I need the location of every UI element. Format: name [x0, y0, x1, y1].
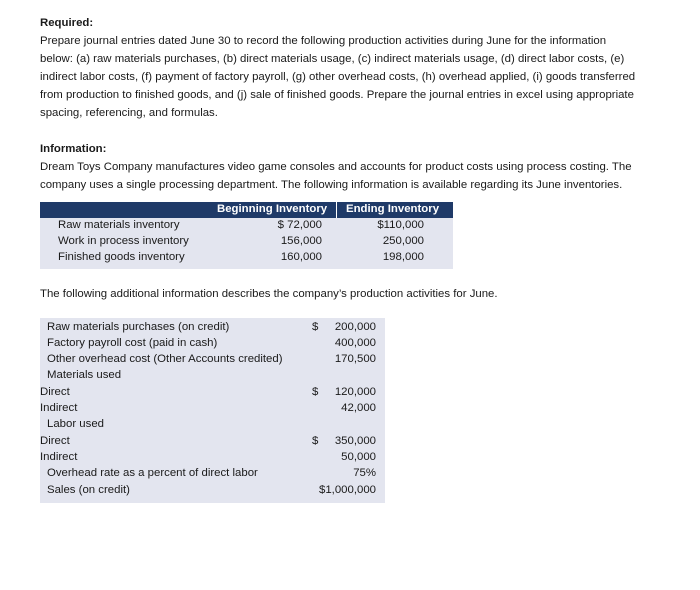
required-heading: Required: [40, 17, 94, 29]
required-line: below: (a) raw materials purchases, (b) direct materials usage, (c) indirect materials usage, (d) direct labor costs, (e) [40, 53, 625, 65]
table-row [40, 418, 385, 434]
row-label: Indirect [40, 402, 78, 414]
row-label: Direct [40, 386, 70, 398]
row-label: Raw materials purchases (on credit) [47, 321, 230, 333]
inventory-row-beginning: $ 72,000 [277, 219, 322, 231]
row-label: Direct [40, 435, 70, 447]
required-section [40, 14, 690, 122]
row-value: $1,000,000 [318, 484, 376, 496]
table-row [40, 321, 385, 337]
table-row [40, 402, 385, 418]
header-ending-inventory: Ending Inventory [346, 203, 440, 215]
row-value: 50,000 [341, 451, 376, 463]
table-row [40, 369, 385, 385]
inventory-row-ending: 250,000 [382, 235, 424, 247]
row-value: 120,000 [334, 386, 376, 398]
row-label: Other overhead cost (Other Accounts credited) [47, 353, 283, 365]
dollar-sign: $ [312, 386, 319, 398]
row-label: Labor used [47, 418, 104, 430]
information-section [40, 140, 690, 194]
required-line: Prepare journal entries dated June 30 to record the following production activities during June for the information [40, 35, 607, 47]
table-row [40, 435, 385, 451]
table-row [40, 484, 385, 500]
header-beginning-inventory: Beginning Inventory [217, 203, 328, 215]
row-value: 350,000 [334, 435, 376, 447]
row-label: Factory payroll cost (paid in cash) [47, 337, 218, 349]
information-line: company uses a single processing department. The following information is available regarding its June inventories. [40, 179, 623, 191]
row-label: Materials used [47, 369, 122, 381]
inventory-table [40, 202, 453, 269]
row-value: 400,000 [334, 337, 376, 349]
information-line: Dream Toys Company manufactures video game consoles and accounts for product costs using process costing. The [40, 161, 632, 173]
table-row [40, 337, 385, 353]
table-row [40, 353, 385, 369]
inventory-table-header [40, 202, 453, 218]
row-label: Overhead rate as a percent of direct labor [47, 467, 258, 479]
row-value: 200,000 [334, 321, 376, 333]
dollar-sign: $ [312, 321, 319, 333]
inventory-row-label: Work in process inventory [58, 235, 189, 247]
additional-info-table [40, 318, 385, 503]
table-row [40, 467, 385, 483]
inventory-row-label: Finished goods inventory [58, 251, 185, 263]
inventory-row-beginning: 160,000 [280, 251, 322, 263]
inventory-table-body [40, 218, 453, 269]
header-divider [336, 202, 337, 218]
row-value: 42,000 [341, 402, 376, 414]
information-heading: Information: [40, 143, 107, 155]
row-label: Sales (on credit) [47, 484, 130, 496]
inventory-row-label: Raw materials inventory [58, 219, 180, 231]
inventory-row-ending: $110,000 [377, 219, 424, 231]
table-row [40, 451, 385, 467]
inventory-row-ending: 198,000 [382, 251, 424, 263]
row-label: Indirect [40, 451, 78, 463]
row-value: 75% [353, 467, 376, 479]
additional-info-text: The following additional information describes the company’s production activities for June. [40, 288, 498, 300]
table-row [40, 386, 385, 402]
inventory-row-beginning: 156,000 [280, 235, 322, 247]
dollar-sign: $ [312, 435, 319, 447]
row-value: 170,500 [334, 353, 376, 365]
required-line: from production to finished goods, and (j) sale of finished goods. Prepare the journal entries in excel using appropriate [40, 89, 634, 101]
required-line: indirect labor costs, (f) payment of factory payroll, (g) other overhead costs, (h) overhead applied, (i) goods transferred [40, 71, 636, 83]
required-line: spacing, referencing, and formulas. [40, 107, 218, 119]
